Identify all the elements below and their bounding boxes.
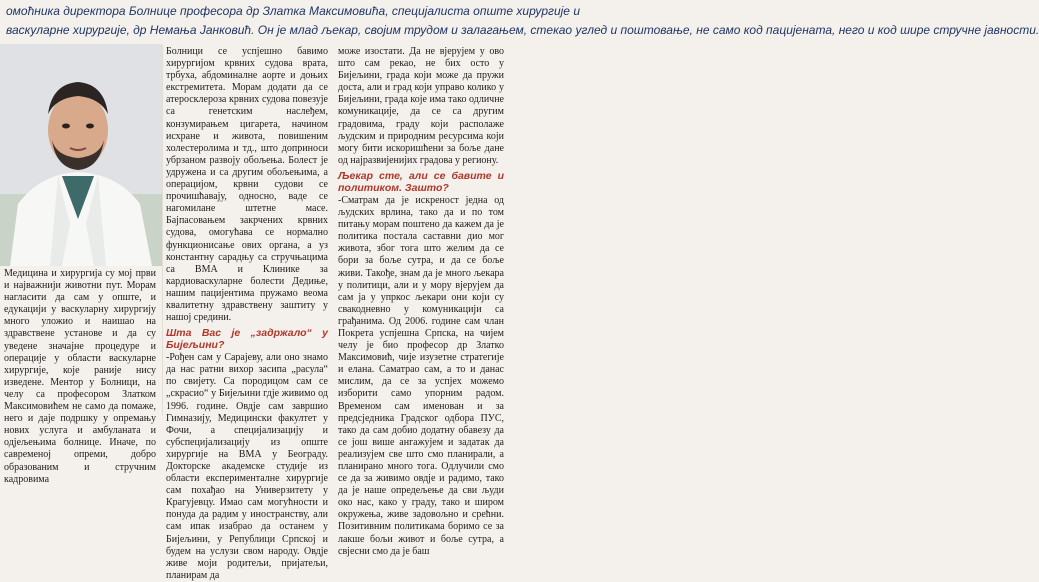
right-column (338, 46, 504, 558)
intro-line-2: васкуларне хирургије, др Немања Јанковић. Он је млад љекар, својим трудом и залагањем, стекао углед и поштовање, не само код пацијената, него и код шире стручне јавности. (6, 23, 1039, 37)
left-paragraph: Медицина и хирургија су мој први и најважнији животни пут. Морам нагласити да сам у опште, и едукацији у васкуларну хирургију много уложио и наишао на здравствене установе и да су уведене значајне процедуре и операције у области васкуларне хирургије, које раније нису изведене. Ментор у Болници, на челу са професором Златком Максимовићем не само да помаже, него и даје подршку у опремању нових услуга и амбуланата и одјељењима болнице. Иначе, по савременој опреми, добро образованим и стручним кадровима (4, 268, 156, 485)
middle-paragraph-1: Болници се успјешно бавимо хирургијом крвних судова врата, трбуха, абдоминалне аорте и доњих екстремитета. Морам додати да се атеросклероза крвних судова повезује са генетским наслеђем, конзумирањем цигарета, начином исхране и живота, повишеним холестеролима и тд., што доприноси убрзаном развоју обољења. Болест је удружена и са другим обољењима, а операцијом, крвни судови се прочишћавају, односно, ваде се нагомилане штетне масе. Бајпасовањем закрчених крвних судова, омогућава се нормално функционисање ових органа, а уз константну сарадњу са стручњацима са ВМА и Клинике за кардиоваскуларне болести Дедиње, нашим пацијентима пружамо веома квалитетну здравствену заштиту у нашој средини. (166, 46, 328, 324)
doctor-portrait-illustration (0, 44, 162, 266)
question-heading-1: Шта Вас је „задржало“ у Бијељини? (166, 327, 328, 352)
right-paragraph-2: -Сматрам да је искреност једна од људских врлина, тако да и по том питању морам поштено да кажем да је политика постала саставни дио мог живота, због тога што желим да се бори за боље сутра, и да се боље живи. Такође, знам да је много љекара у политици, али и у мору вјерујем да сам ја у упркос љекари они који су свакодневно у комуникацији са грађанима. Од 2006. године сам члан Покрета успјешна Српска, на чијем челу је био професор др Златко Максимовић, чије изузетне стратегије и елана. Саматрао сам, а то и данас мислим, да се за успјех можемо изборити само упорним радом. Временом сам именован и за предсједника Градског одбора ПУС, тако да сам добио додатну обавезу да се још више ангажујем и задатак да реализујем све што смо планирали, а планирано много тога. Одлучили смо се да за живимо овдје и радимо, тако да је наше опредељење да сви људи око нас, како у граду, тако и широм окружења, живе задовољно и срећни. Позитивним политикама боримо се за лакше бољи живот и боље сутра, а свјесни смо да је баш (338, 194, 504, 557)
right-paragraph-1: може изостати. Да не вјерујем у ово што сам рекао, не бих осто у Бијељини, града који може да пружи доста, али и град који управо колико у Бијељини, града које има тако одличне комуникације, да се са другим градовима, граду који располаже људским и природним ресурсима који могу бити искоришћени за боље дане од најразвијенијих градова у региону. (338, 46, 504, 166)
intro-line-1: омоћника директора Болнице професора др Златка Максимовића, специјалиста опште хирургије и (6, 4, 580, 18)
doctor-portrait-photo (0, 44, 162, 266)
article-intro (0, 0, 1039, 44)
middle-column (166, 46, 328, 582)
left-column (4, 268, 156, 486)
question-heading-2: Љекар сте, али се бавите и политиком. Зашто? (338, 169, 504, 194)
middle-paragraph-2: -Рођен сам у Сарајеву, али оно знамо да нас ратни вихор засипа „расула“ по свијету. Са породицом сам се „скрасио“ у Бијељини гдје живимо од 1996. године. Овдје сам завршио Гимназију, Медицински факултет у Фочи, а специјализацију и субспецијализацију из опште хирургије на ВМА у Београду. Докторске академске студије из области експерименталне хирургије сам похађао на Универзитету у Крагујевцу. Имао сам могућности и понуда да радим у иностранству, али сам ипак изабрао да останем у Бијељини, у Републици Српској и будем на услузи свом народу. Овдје живе моји родитељи, пријатељи, планирам да (166, 352, 328, 581)
column-divider (162, 44, 163, 416)
